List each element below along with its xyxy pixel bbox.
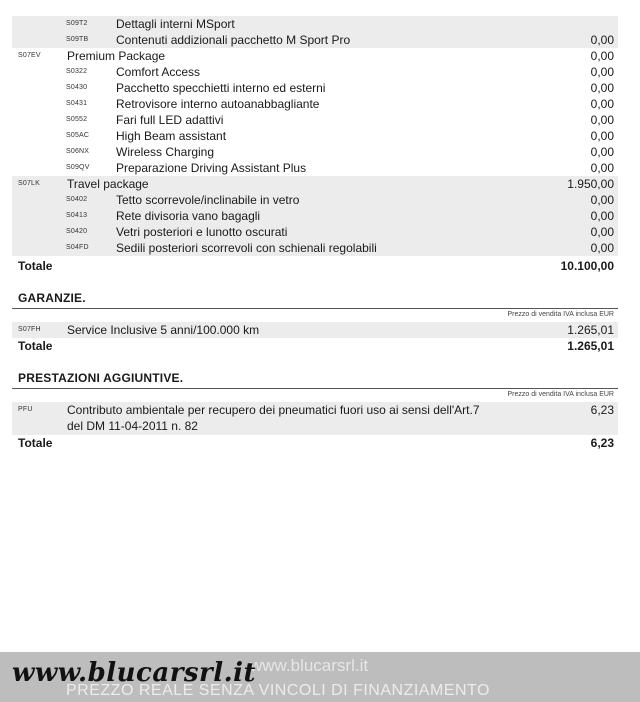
option-code: S07EV xyxy=(18,52,41,59)
option-code: S09QV xyxy=(66,164,90,171)
option-price: 0,00 xyxy=(590,129,614,143)
option-code: S0420 xyxy=(66,228,88,235)
prestazioni-desc-line2: del DM 11-04-2011 n. 82 xyxy=(67,419,198,433)
garanzie-desc: Service Inclusive 5 anni/100.000 km xyxy=(67,323,260,337)
garanzie-row xyxy=(12,322,618,338)
option-price: 0,00 xyxy=(590,81,614,95)
option-price: 0,00 xyxy=(590,113,614,127)
footer-watermark: www.blucarsrl.it xyxy=(250,656,369,675)
option-row xyxy=(12,128,618,144)
option-description: Rete divisoria vano bagagli xyxy=(116,209,261,223)
garanzie-code: S07FH xyxy=(18,326,41,333)
prestazioni-title: PRESTAZIONI AGGIUNTIVE. xyxy=(18,371,184,385)
prestazioni-total-value: 6,23 xyxy=(590,436,614,450)
prestazioni-divider xyxy=(12,388,618,389)
options-total-value: 10.100,00 xyxy=(560,259,614,273)
prestazioni-price: 6,23 xyxy=(590,403,614,417)
option-row xyxy=(12,112,618,128)
option-code: S09TB xyxy=(66,36,89,43)
option-description: High Beam assistant xyxy=(116,129,227,143)
option-code: S04FD xyxy=(66,244,89,251)
prestazioni-code: PFU xyxy=(18,406,33,413)
option-price: 0,00 xyxy=(590,161,614,175)
option-row xyxy=(12,48,618,64)
option-code: S0413 xyxy=(66,212,88,219)
option-description: Dettagli interni MSport xyxy=(116,17,235,31)
option-code: S0430 xyxy=(66,84,88,91)
option-row xyxy=(12,192,618,208)
prestazioni-column-header: Prezzo di vendita IVA inclusa EUR xyxy=(507,391,614,398)
option-row xyxy=(12,32,618,48)
dealer-footer-banner xyxy=(0,652,640,702)
garanzie-price: 1.265,01 xyxy=(567,323,614,337)
garanzie-title: GARANZIE. xyxy=(18,291,86,305)
prestazioni-row-line2 xyxy=(12,418,618,434)
prestazioni-total-row xyxy=(12,435,618,451)
option-row xyxy=(12,96,618,112)
option-description: Retrovisore interno autoanabbagliante xyxy=(116,97,320,111)
dealer-logo-text: www.blucarsrl.it xyxy=(12,658,257,688)
option-description: Sedili posteriori scorrevoli con schienali regolabili xyxy=(116,241,377,255)
prestazioni-desc-line1: Contributo ambientale per recupero dei pneumatici fuori uso ai sensi dell'Art.7 xyxy=(67,403,480,417)
option-row xyxy=(12,144,618,160)
garanzie-total-value: 1.265,01 xyxy=(567,339,614,353)
option-price: 0,00 xyxy=(590,49,614,63)
option-description: Travel package xyxy=(67,177,149,191)
garanzie-total-row xyxy=(12,338,618,354)
option-price: 0,00 xyxy=(590,241,614,255)
option-row xyxy=(12,208,618,224)
option-code: S0322 xyxy=(66,68,88,75)
garanzie-column-header: Prezzo di vendita IVA inclusa EUR xyxy=(507,311,614,318)
garanzie-total-label: Totale xyxy=(18,339,53,353)
prestazioni-row-line1 xyxy=(12,402,618,418)
option-description: Vetri posteriori e lunotto oscurati xyxy=(116,225,288,239)
option-description: Pacchetto specchietti interno ed esterni xyxy=(116,81,326,95)
option-price: 0,00 xyxy=(590,33,614,47)
option-row xyxy=(12,16,618,32)
option-description: Premium Package xyxy=(67,49,166,63)
prestazioni-total-label: Totale xyxy=(18,436,53,450)
options-total-row xyxy=(12,258,618,274)
option-row xyxy=(12,176,618,192)
option-description: Comfort Access xyxy=(116,65,201,79)
option-code: S07LK xyxy=(18,180,41,187)
option-row xyxy=(12,64,618,80)
option-price: 0,00 xyxy=(590,97,614,111)
option-code: S05AC xyxy=(66,132,90,139)
option-row xyxy=(12,80,618,96)
garanzie-divider xyxy=(12,308,618,309)
option-price: 0,00 xyxy=(590,145,614,159)
option-price: 0,00 xyxy=(590,225,614,239)
option-description: Fari full LED adattivi xyxy=(116,113,224,127)
option-code: S0552 xyxy=(66,116,88,123)
option-code: S09T2 xyxy=(66,20,88,27)
option-price: 1.950,00 xyxy=(567,177,614,191)
option-price: 0,00 xyxy=(590,193,614,207)
option-description: Contenuti addizionali pacchetto M Sport Pro xyxy=(116,33,351,47)
option-row xyxy=(12,160,618,176)
footer-slogan: PREZZO REALE SENZA VINCOLI DI FINANZIAMENTO xyxy=(66,682,490,699)
option-row xyxy=(12,224,618,240)
option-price: 0,00 xyxy=(590,65,614,79)
option-description: Wireless Charging xyxy=(116,145,215,159)
option-price: 0,00 xyxy=(590,209,614,223)
option-description: Tetto scorrevole/inclinabile in vetro xyxy=(116,193,300,207)
option-code: S0431 xyxy=(66,100,88,107)
options-total-label: Totale xyxy=(18,259,53,273)
option-code: S0402 xyxy=(66,196,88,203)
option-description: Preparazione Driving Assistant Plus xyxy=(116,161,307,175)
option-code: S06NX xyxy=(66,148,90,155)
option-row xyxy=(12,240,618,256)
